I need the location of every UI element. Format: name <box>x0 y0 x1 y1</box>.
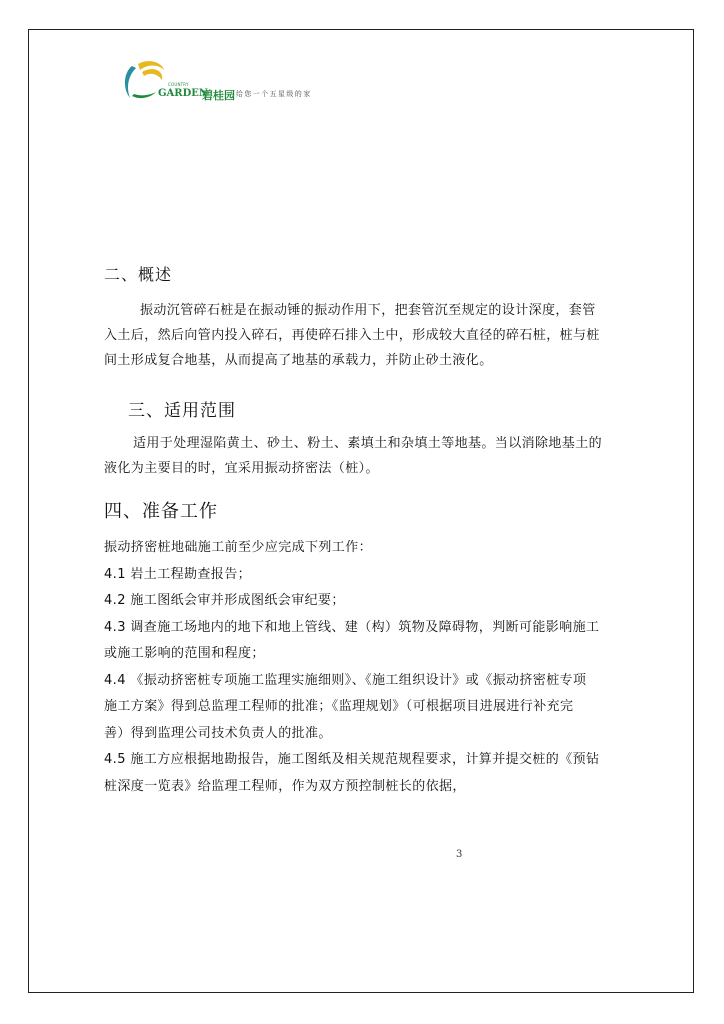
preparation-item: 4.5 施工方应根据地勘报告，施工图纸及相关规范规程要求，计算并提交桩的《预钻 <box>104 752 600 767</box>
preparation-item: 4.1 岩土工程勘查报告； <box>104 566 252 582</box>
section-title-preparation: 四、准备工作 <box>104 501 218 522</box>
preparation-item-continued: 施工方案》得到总监理工程师的批准；《监理规划》（可根据项目进展进行补充完 <box>104 699 574 714</box>
scope-line: 适用于处理湿陷黄土、砂土、粉土、素填土和杂填土等地基。当以消除地基土的 <box>133 436 603 451</box>
company-logo <box>118 58 338 106</box>
scope-paragraph <box>104 431 602 481</box>
preparation-item-continued: 桩深度一览表》给监理工程师，作为双方预控制桩长的依据， <box>104 778 466 794</box>
overview-line: 振动沉管碎石桩是在振动锤的振动作用下，把套管沉至规定的设计深度，套管 <box>140 303 596 318</box>
preparation-intro: 振动挤密桩地础施工前至少应完成下列工作： <box>104 540 373 555</box>
page-number: 3 <box>456 849 463 860</box>
logo-slogan: 给您一个五星级的家 <box>236 90 312 98</box>
overview-line: 入土后，然后向管内投入碎石，再使碎石排入土中，形成较大直径的碎石桩，桩与桩 <box>104 328 600 343</box>
scope-line: 液化为主要目的时，宜采用振动挤密法（桩）。 <box>104 461 379 476</box>
preparation-item: 4.3 调查施工场地内的地下和地上管线、建（构）筑物及障碍物，判断可能影响施工 <box>104 619 600 635</box>
preparation-paragraph <box>104 535 599 800</box>
preparation-item: 4.4 《振动挤密桩专项施工监理实施细则》、《施工组织设计》或《振动挤密桩专项 <box>104 672 587 688</box>
logo-small-text: COUNTRY <box>168 82 189 87</box>
section-title-overview: 二、概述 <box>104 265 173 284</box>
section-title-scope: 三、适用范围 <box>128 401 236 421</box>
preparation-item-continued: 或施工影响的范围和程度； <box>104 646 265 661</box>
overview-line: 间土形成复合地基，从而提高了地基的承载力，并防止砂土液化。 <box>104 353 493 368</box>
preparation-item: 4.2 施工图纸会审并形成图纸会审纪要； <box>104 593 345 608</box>
preparation-item-continued: 善）得到监理公司技术负责人的批准。 <box>104 725 332 741</box>
overview-paragraph <box>104 298 600 373</box>
logo-wordmark: GARDEN <box>158 88 209 99</box>
logo-chinese-name: 碧桂园 <box>202 89 235 102</box>
